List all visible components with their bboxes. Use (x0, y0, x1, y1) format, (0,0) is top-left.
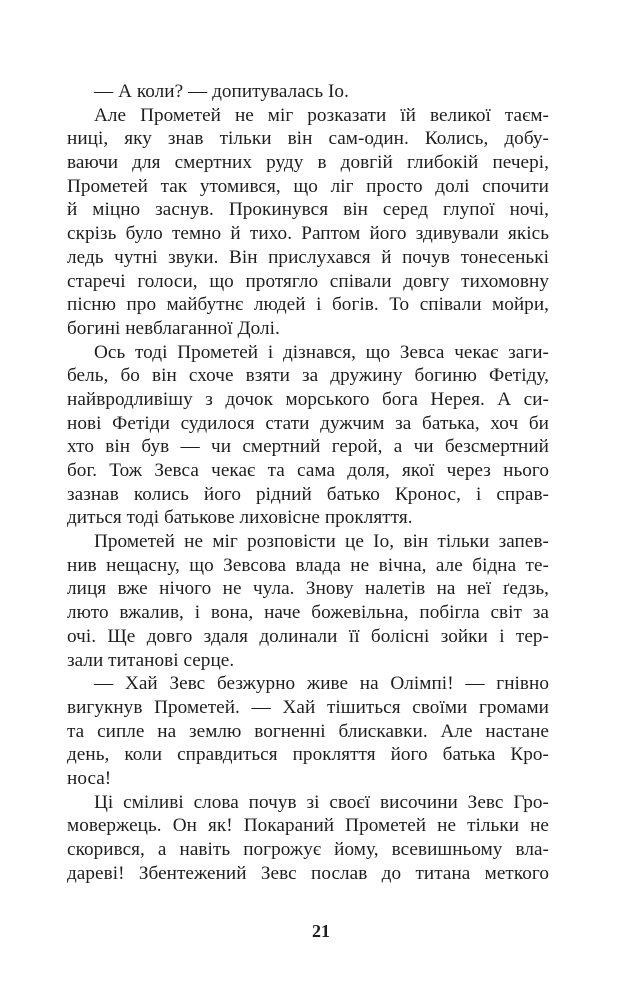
text-line: ледь чутні звуки. Він прислухався й почув тонесенькі (67, 246, 549, 268)
text-line: Прометей так утомився, що ліг просто долі спочити (67, 175, 549, 197)
text-line: очі. Ще довго здаля долинали її болісні зойки і тер- (67, 625, 549, 647)
text-line: день, коли справдиться прокляття його батька Кро- (67, 744, 549, 766)
text-line: дареві! Збентежений Зевс послав до титана меткого (67, 862, 549, 884)
text-line: й міцно заснув. Прокинувся він серед глупої ночі, (67, 199, 549, 221)
text-line: — Хай Зевс безжурно живе на Олімпі! — гнівно (94, 673, 549, 695)
text-line: зали титанові серце. (67, 649, 235, 671)
text-line: бель, бо він схоче взяти за дружину богиню Фетіду, (67, 365, 549, 387)
text-line: найвродливішу з дочок морського бога Нерея. А си- (67, 388, 549, 410)
text-line: хто він був — чи смертний герой, а чи безсмертний (67, 436, 549, 458)
text-line: бог. Тож Зевса чекає та сама доля, якої через нього (67, 460, 549, 481)
text-line: — А коли? — допитувалась Іо. (94, 81, 349, 102)
text-line: Ось тоді Прометей і дізнався, що Зевса чекає заги- (94, 341, 549, 363)
text-line: вигукнув Прометей. — Хай тішиться своїми громами (67, 696, 549, 718)
text-line: ниці, яку знав тільки він сам-один. Колись, добу- (67, 128, 549, 150)
text-line: Прометей не міг розповісти це Іо, він тільки запев- (94, 531, 549, 553)
text-line: богині невблаганної Долі. (67, 317, 280, 339)
text-line: Ці сміливі слова почув зі своєї височини Зевс Гро- (94, 791, 549, 813)
text-line: носа! (67, 767, 112, 789)
text-line: пісню про майбутнє людей і богів. То співали мойри, (67, 294, 549, 316)
text-line: люто вжалив, і вона, наче божевільна, побігла світ за (67, 602, 549, 624)
text-line: та сипле на землю вогненні блискавки. Але настане (67, 720, 549, 742)
text-line: скорився, а навіть погрожує йому, всевишньому вла- (67, 839, 549, 860)
text-line: ваючи для смертних руду в довгій глибокій печері, (67, 152, 549, 174)
body-text (67, 80, 549, 885)
text-line: старечі голоси, що протягло співали довгу тихомовну (67, 270, 549, 292)
text-line: зазнав колись його рідний батько Кронос, і справ- (67, 483, 549, 505)
text-line: нові Фетіди судилося стати дужчим за батька, хоч би (67, 412, 549, 434)
page-number: 21 (312, 921, 330, 941)
text-line: нив нещасну, що Зевсова влада не вічна, але бідна те- (67, 554, 549, 576)
text-line: скрізь було темно й тихо. Раптом його здивували якісь (67, 223, 549, 245)
text-line: лиця вже нічого не чула. Знову налетів на неї ґедзь, (67, 578, 549, 600)
text-line: мовержець. Он як! Покараний Прометей не тільки не (67, 815, 549, 837)
text-line: Але Прометей не міг розказати їй великої таєм- (94, 104, 549, 126)
text-line: диться тоді батькове лиховісне прокляття. (67, 507, 413, 529)
